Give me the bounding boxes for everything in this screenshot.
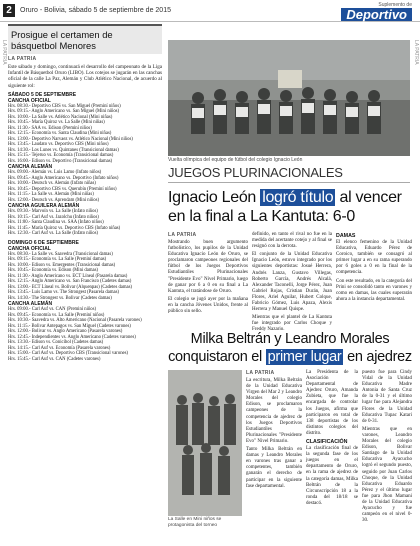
schedule-day: SÁBADO 5 DE SEPTIEMBRE [8,91,77,98]
chess-photo-illustration [168,370,242,516]
chess-column-1 [246,370,302,545]
football-headline-pre: Ignacio León [168,189,257,206]
schedule-game: Hrs. 10:00.- Deutsch vs. Alemán (Infato niñas) [8,181,96,187]
schedule-game: Hrs. 11:30.- SAA vs. Edison (Preminí niños) [8,125,92,131]
basketball-kicker: LA PATRIA [8,56,37,62]
schedule-venue: CANCHA OFICIAL [8,97,51,104]
schedule-game: Hrs. 11:15.- La Salle vs. Alemán (Mini niñas) [8,192,94,198]
team-photo [168,40,410,156]
chess-kicker: LA PATRIA [246,370,275,376]
schedule-venue: CANCHA OFICIAL [8,245,51,252]
paragraph: La escritura, Milka Beltrán de la Unidad Educativa Virgen del Mar 2 y Leandro Morales del colegio Edison, se proclamaron campeones de la competencia de ajedrez de los Juegos Deportivos Estudiantiles Plurinacionales "Presidente Evo" Nivel Primario. [246,378,302,444]
schedule-game: Hrs. 13:00.- ECT Líneal vs. Bolivar (Alquenpas) (Cadetes damas) [8,284,132,290]
dateline: Oruro - Bolivia, sábado 5 de septiembre de 2015 [20,7,171,14]
paragraph: Mientras que en varones, Leandro Morales del colegio Edison, Bolivar Santiago de la Unidad Educativa Ayacucho logró el segundo puesto, seguido por Juan Carlos Choque, de la Unidad Educativa Eduardo Pérez y el último lugar fue para Jhon Mamani de la Unidad Educativa Ayacucho y fue campeón en el nivel 0-30. [362,426,412,524]
schedule-game: Hrs. 09:45.- Anglo Americano vs. Deportivo (Infato niños) [8,175,119,181]
chess-headline-pre: conquistaron el [168,349,262,365]
schedule-game: Hrs. 09:15.- Anglo Americano vs. San Miguel (Mini niños) [8,109,120,115]
schedule-game: Hrs. 08:30.- Deportivo CBS vs. San Miguel (Preminí niños) [8,103,121,109]
football-headline-highlight: logró título [262,189,334,206]
paragraph: Tanto Milka Beltrán en damas y Leandro Morales en varones tras ganar a competentes, también ganarán el derecho de participar en la siguiente fase departamental. [246,447,302,489]
subhead-clasificacion: CLASIFICACIÓN [306,439,348,446]
side-label-right: LA PATRIA [413,40,419,65]
chess-headline-highlight: primer lugar [267,349,342,365]
chess-photo-caption: La Salle en Mini niños se protagonista del torneo [168,517,222,528]
schedule-game: Hrs. 14:30.- Los Lunes vs. Quintanes (Transicional damas) [8,147,119,153]
paragraph: Mostrando buen argumento futbolístico, los pupilos de la Unidad Educativa Ignacio León de Oruro, se proclamaron campeones regionales del fútbol de los Juegos Deportivos Estudiantiles Plurinacionales "Presidente Evo" Nivel Primario, luego de ganar por 6 a 0 en su final a La Kantuta, el tratándose de Oruro. [168,240,248,294]
paragraph: El conjunto de la Unidad Educativa Ignacio León, estuvo integrado por los siguientes deportistas: Josué Herrera, Andrés Lanza, Gustavo Villegas, Roberto García, Andrés Alcalá, Alexander Taconelli, Jorge Pérez, Juan Gabriel Rojas, Cristian Durán, Juan Flores, Ariel Aguilar, Hubert Colque, Fabricio Gómez, Luis Apaza, Alexis Herrera y Manuel Quispe. [252,252,332,313]
team-photo-illustration [168,40,410,156]
schedule-game: Hrs. 11:45.- María Quiroz vs. Deportivo CBS (Infato niñas) [8,225,121,231]
chess-column-3 [362,370,412,545]
schedule-game: Hrs. 11:15.- Bolivar Antepagos vs. San Miguel (Cadetes varones) [8,323,131,329]
paragraph: Con este resultado, en la categoría del Prini se consolidó tanto en varones y como en damas, las cuales superarán ahora a la instancia departamental. [336,278,412,302]
schedule-game: Hrs. 09:00.- Alemán vs. Luis Lamo (Infato niños) [8,170,102,176]
football-headline-post: al vencer en la final a La Kantuta: 6-0 [168,189,402,225]
schedule-game: Hrs. 12:15.- Anglo Americano vs. San Francisco (Cadetes damas) [8,279,132,285]
football-kicker: LA PATRIA [168,232,197,238]
football-column-1 [168,232,248,327]
schedule-game: Hrs. 11:00.- Santa Claudina vs. SAA (Infato niños) [8,220,104,226]
schedule-game: Hrs. 13:00.- Deportivo Narvaez vs. Atlético Nacional (Mini niños) [8,136,133,142]
schedule-game: Hrs. 10:45.- Deportivo CBS vs. Querubín (Preminí niños) [8,186,117,192]
schedule-game: Hrs. 12:15.- Economía vs. Santa Claudina (Mini niñas) [8,131,112,137]
schedule-game: Hrs. 10:30.- Saavedra vs. Alto Americano (Nacional (Pasarela varones) [8,318,142,324]
schedule-game: Hrs. 09:30.- Marvoín vs. La Salle (Infato niños) [8,209,98,215]
chess-headline-post: en ajedrez [347,349,412,365]
paragraph: La Presidenta de la Asociación Departamental de Ajedrez Oruro, Amanda Zubieta, que fue la encargada de controlar los Juegos, afirma que participaron en total de 138 deportistas de los distintos colegios del distrito. [306,370,358,436]
basketball-intro: Este sábado y domingo, continuará el desarrollo del campeonato de la Liga Infantil de Básquetbol Oruro (LIBO). Los cotejos se jugarán en las canchas oficial de la calle La Paz, Alemán y Club Atlético Nacional, de acuerdo al siguiente rol: [8,64,162,89]
chess-headline [168,330,412,366]
football-column-2 [252,232,332,333]
schedule-day: DOMINGO 6 DE SEPTIEMBRE [8,239,79,246]
team-photo-caption: Vuelta olímpica del equipo de fútbol del colegio Ignacio León [168,157,303,163]
schedule-venue: CANCHA ALEMÁN [8,164,53,171]
schedule-game: Hrs. 09:45.- Economía vs. La Salle (Preminí niños) [8,312,105,318]
football-headline [168,188,412,226]
paragraph: El elenco femenino de la Unidad Educativa, Eduardo Pérez de Coroico, también se consagró al primer lugar a en su rama superando por 6 goles a 0 en la final de la competencia. [336,240,412,276]
schedule-game: Hrs. 15:45.- Carl Auf vs. CAN (Cadetes varones) [8,356,101,362]
schedule-game: Hrs. 12:00.- Deutsch vs. Aprendam (Mini niños) [8,197,100,203]
schedule-game: Hrs. 10:15.- Carl Auf vs. Jazolchu (Infato niños) [8,214,99,220]
page-number: 2 [3,4,15,17]
section-logo: Deportivo [341,8,412,21]
schedule-game: Hrs. 10:45.- María Quiroz vs. La Salle (Mini niñas) [8,120,105,126]
chess-column-2 [306,370,358,545]
basketball-headline: Prosigue el certamen de básquetbol Menores [8,24,162,54]
schedule-game: Hrs. 14:15.- Carl Auf vs. Economía (Pasarela varones) [8,345,111,351]
paragraph: puesto fue para Cindy Vidal de la Unidad Educativa Madre Antonia de Santa Cruz de la 0-31 y el último lugar fue para Alejandra Flores de la Unidad Educativa Tupac Katari de 0-31. [362,370,412,424]
schedule-game: Hrs. 10:00.- Edison vs. Emergentes (Transicional damas) [8,262,116,268]
schedule-game: Hrs. 09:15.- Economía vs. La Salle (Preminí damas) [8,257,107,263]
chess-photo [168,370,242,516]
schedule-game: Hrs. 10:45.- Economía vs. Edison (Mini damas) [8,268,98,274]
subhead-damas: DAMAS [336,233,356,239]
paragraph: Mientras que el plantel de La Kantuta fue integrado por Carlos Choque y Freddy Nazario. [252,315,332,333]
schedule-game: Hrs. 09:00.- Carl Auf vs. CAN (Preminí niños) [8,307,97,313]
paragraph: El colegio se jugó ayer por la mañana en la cancha Jóvenes Unidos, frente al público sin sello. [168,296,248,315]
schedule-game: Hrs. 14:30.- The Strongest vs. Bolivar (Cadetes damas) [8,295,112,301]
schedule-list [8,92,162,363]
basketball-article [8,24,162,544]
schedule-game: Hrs. 13:45.- Luis Lamo vs. The Strongest (Pasarela damas) [8,290,119,296]
side-label-left: LA PATRIA [1,40,7,65]
schedule-game: Hrs. 12:45.- Independientes vs. Anglo Americano (Cadetes varones) [8,334,136,340]
schedule-game: Hrs. 11:30.- Anglo Americano vs. ECT Líneal (Pasarela damas) [8,273,128,279]
schedule-venue: CANCHA ALEMÁN [8,301,53,308]
supplement-label: Suplemento de [378,2,412,8]
schedule-game: Hrs. 15:15.- Tejeruo vs. Economía (Transicional damas) [8,153,114,159]
schedule-game: Hrs. 12:30.- Carl Auf vs. La Salle (Infato niños) [8,231,98,237]
schedule-game: Hrs. 10:00.- La Salle vs. Atlético Nacional (Mini niñas) [8,114,113,120]
schedule-game: Hrs. 13:45.- Laudato vs. Deportivo CBS (Mini niños) [8,142,109,148]
page-header [0,0,420,22]
schedule-game: Hrs. 13:30.- Edison vs. Conicibol (Cadetes damas) [8,340,104,346]
schedule-game: Hrs. 16:00.- Edison vs. Deportivo (Transicional damas) [8,158,113,164]
chess-headline-line1: Milka Beltrán y Leandro Morales [190,331,390,347]
section-title: JUEGOS PLURINACIONALES [168,166,410,183]
schedule-game: Hrs. 12:00.- Bolivar vs. Anglo Americano (Pasarela varones) [8,329,123,335]
paragraph: La clasificación final de la segunda fase de los juegos en el departamento de Oruro, en la rama de ajedrez de la categoría damas, Milka Beltrán de la Circunscripción 18 a la ronda del 18/18 se destacó. [306,446,358,506]
football-column-3 [336,232,412,327]
schedule-game: Hrs. 15:00.- Carl Auf vs. Deportivo CBS (Transicional varones) [8,351,128,357]
schedule-game: Hrs. 08:30.- La Salle vs. Saavedra (Transicional damas) [8,251,113,257]
chess-headline-line2 [168,348,412,366]
schedule-venue: CANCHA AGUILERA ALEMÁN [8,203,80,210]
paragraph: definido, en tanto el rival no fue en la medida del acertante cotejo y al final se resignó con la derrota. [252,232,332,250]
